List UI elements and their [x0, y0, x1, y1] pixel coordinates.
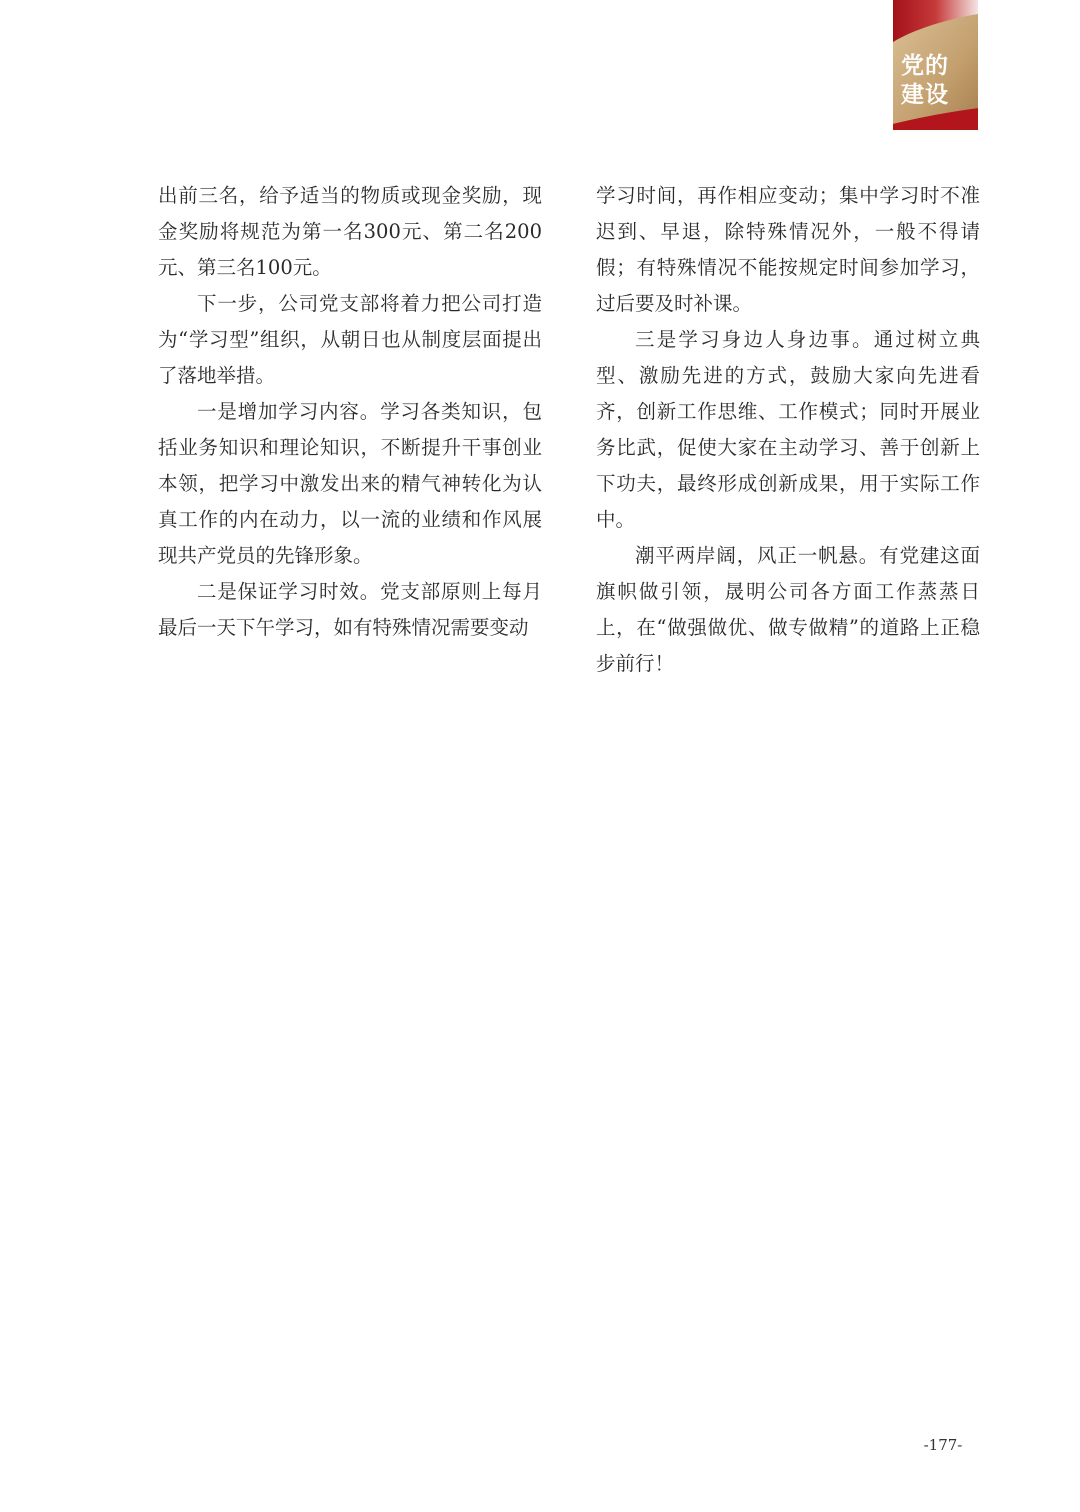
paragraph: 出前三名，给予适当的物质或现金奖励，现金奖励将规范为第一名300元、第二名200元、第三名100元。	[158, 184, 542, 279]
section-tab	[893, 0, 978, 130]
paragraph: 潮平两岸阔，风正一帆悬。有党建这面旗帜做引领，晟明公司各方面工作蒸蒸日上，在“做强做优、做专做精”的道路上正稳步前行！	[596, 544, 980, 675]
left-column	[158, 178, 542, 646]
right-column	[596, 178, 980, 682]
paragraph: 学习时间，再作相应变动；集中学习时不准迟到、早退，除特殊情况外，一般不得请假；有特殊情况不能按规定时间参加学习，过后要及时补课。	[596, 184, 980, 315]
paragraph: 二是保证学习时效。党支部原则上每月最后一天下午学习，如有特殊情况需要变动	[158, 580, 542, 639]
paragraph: 下一步，公司党支部将着力把公司打造为“学习型”组织，从朝日也从制度层面提出了落地举措。	[158, 292, 542, 387]
paragraph: 三是学习身边人身边事。通过树立典型、激励先进的方式，鼓励大家向先进看齐，创新工作思维、工作模式；同时开展业务比武，促使大家在主动学习、善于创新上下功夫，最终形成创新成果，用于实际工作中。	[596, 328, 980, 531]
page-number: -177-	[923, 1436, 963, 1454]
section-tab-line1: 党的	[901, 53, 949, 79]
paragraph: 一是增加学习内容。学习各类知识，包括业务知识和理论知识，不断提升干事创业本领，把学习中激发出来的精气神转化为认真工作的内在动力，以一流的业绩和作风展现共产党员的先锋形象。	[158, 400, 542, 567]
section-tab-label	[901, 52, 971, 110]
section-tab-line2: 建设	[901, 82, 949, 108]
